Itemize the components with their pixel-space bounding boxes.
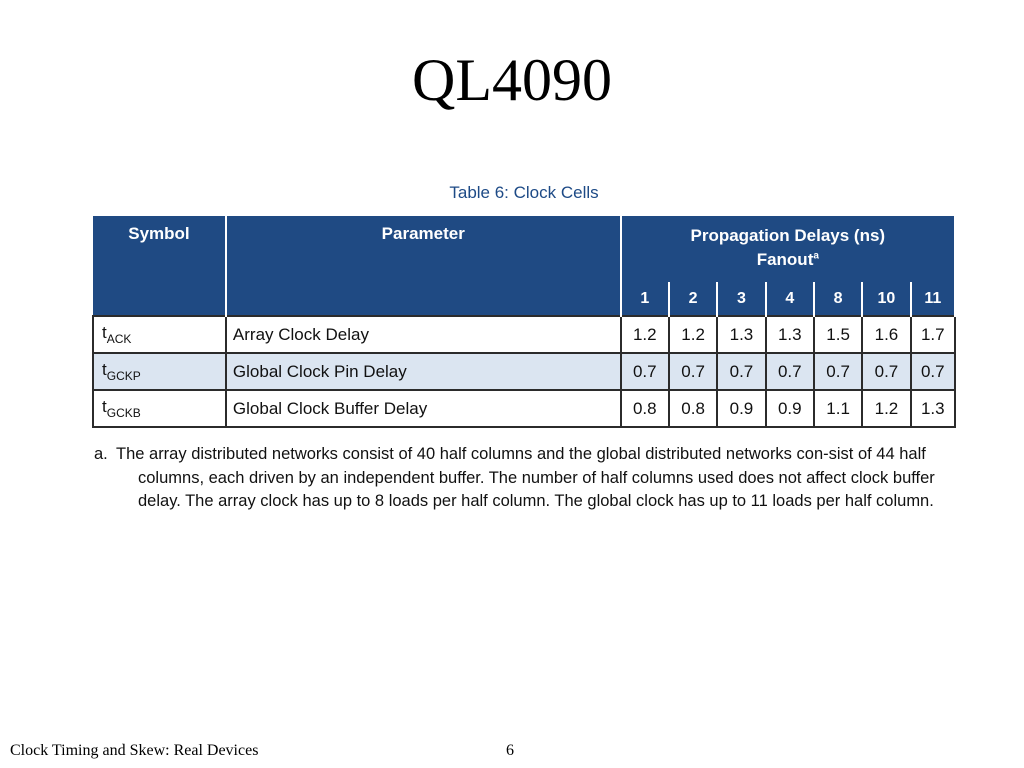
delay-value-cell: 0.7 [669, 353, 717, 390]
delay-value-cell: 0.7 [814, 353, 862, 390]
table-caption: Table 6: Clock Cells [449, 183, 599, 202]
delay-value-cell: 0.8 [669, 390, 717, 427]
delay-value-cell: 1.2 [621, 316, 669, 353]
header-fanout-value: 2 [669, 282, 717, 316]
parameter-cell: Array Clock Delay [226, 316, 621, 353]
clock-cells-table [92, 216, 956, 428]
delay-value-cell: 1.3 [717, 316, 765, 353]
table-row [93, 316, 955, 353]
delay-value-cell: 1.3 [911, 390, 955, 427]
delay-value-cell: 1.7 [911, 316, 955, 353]
header-fanout-value: 1 [621, 282, 669, 316]
delay-value-cell: 1.2 [669, 316, 717, 353]
parameter-cell: Global Clock Pin Delay [226, 353, 621, 390]
symbol-subscript: GCKP [106, 369, 141, 383]
symbol-subscript: ACK [106, 332, 132, 346]
header-fanout-value: 11 [911, 282, 955, 316]
delay-value-cell: 0.9 [766, 390, 814, 427]
delay-value-cell: 0.7 [621, 353, 669, 390]
slide-title: QL4090 [412, 47, 612, 113]
page-number: 6 [506, 742, 514, 759]
table-footnote [94, 443, 956, 514]
delay-value-cell: 0.7 [862, 353, 910, 390]
delay-value-cell: 0.9 [717, 390, 765, 427]
delay-value-cell: 1.5 [814, 316, 862, 353]
delay-value-cell: 1.3 [766, 316, 814, 353]
symbol-cell [93, 390, 226, 427]
header-fanout-label: Fanout [756, 250, 814, 269]
delay-value-cell: 0.7 [717, 353, 765, 390]
footnote-ref-a: a [813, 250, 819, 262]
header-fanout-value: 4 [766, 282, 814, 316]
symbol-base: t [102, 323, 107, 342]
delay-value-cell: 1.1 [814, 390, 862, 427]
symbol-base: t [102, 360, 107, 379]
delay-value-cell: 0.7 [766, 353, 814, 390]
delay-value-cell: 0.7 [911, 353, 955, 390]
delay-value-cell: 1.2 [862, 390, 910, 427]
symbol-cell [93, 316, 226, 353]
table-row [93, 390, 955, 427]
header-fanout-value: 8 [814, 282, 862, 316]
parameter-cell: Global Clock Buffer Delay [226, 390, 621, 427]
delay-value-cell: 1.6 [862, 316, 910, 353]
symbol-base: t [102, 397, 107, 416]
footer-title: Clock Timing and Skew: Real Devices [10, 742, 259, 759]
header-parameter: Parameter [226, 216, 621, 316]
symbol-subscript: GCKB [106, 406, 141, 420]
header-symbol: Symbol [93, 216, 226, 316]
header-fanout-value: 10 [862, 282, 910, 316]
table-row [93, 353, 955, 390]
delay-value-cell: 0.8 [621, 390, 669, 427]
header-fanout-value: 3 [717, 282, 765, 316]
header-propagation-delays [621, 216, 955, 282]
footnote-text: The array distributed networks consist of 40 half columns and the global distributed networks con-sist of 44 half columns, each driven by an independent buffer. The number of half columns used does not affect clock buffer delay. The array clock has up to 8 loads per half column. The global clock has up to 11 loads per half column. [116, 445, 935, 510]
footnote-marker: a. [94, 445, 108, 463]
header-delays-title: Propagation Delays (ns) [690, 226, 886, 245]
symbol-cell [93, 353, 226, 390]
